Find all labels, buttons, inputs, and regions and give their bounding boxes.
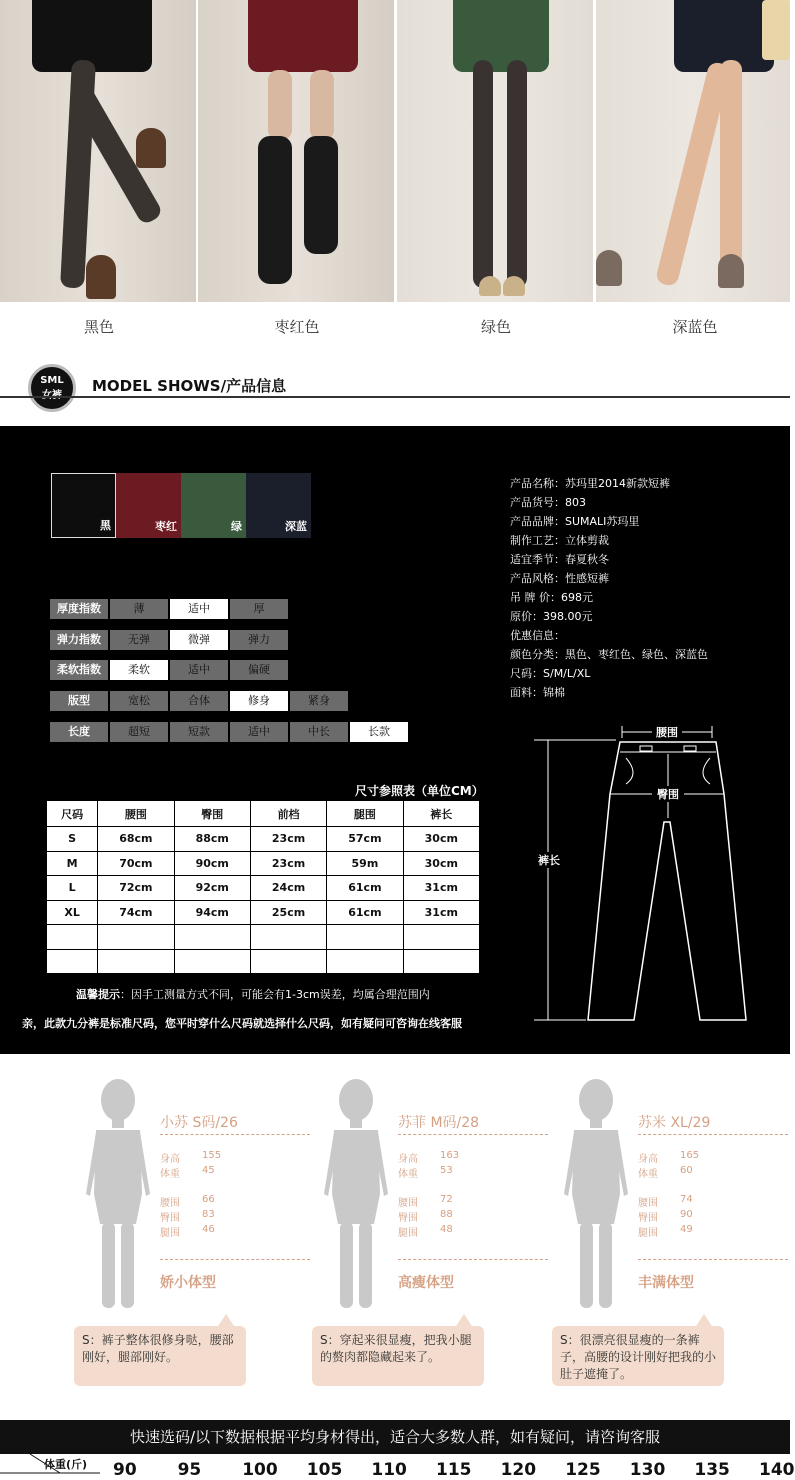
waist-label: 腰围 <box>656 726 678 739</box>
model-stat-value: 74 <box>680 1194 693 1205</box>
body-type-label: 高瘦体型 <box>398 1275 454 1291</box>
weight-value: 120 <box>500 1460 537 1480</box>
model-stat-value: 83 <box>202 1209 215 1220</box>
bubble-tail <box>456 1314 472 1326</box>
model-silhouette-icon <box>320 1074 392 1314</box>
spec-item: 产品品牌：SUMALI苏玛里 <box>510 515 640 528</box>
size-table-cell: M <box>47 851 98 876</box>
model-comment: S：穿起来很显瘦，把我小腿的赘肉都隐藏起来了。 <box>312 1326 484 1386</box>
size-chart-table <box>46 800 480 974</box>
size-table-cell <box>403 925 479 950</box>
attribute-option: 修身 <box>230 691 288 711</box>
model-name: 小苏 S码/26 <box>160 1115 238 1131</box>
model-stat-label: 身高 <box>160 1154 180 1165</box>
spec-item: 尺码：S/M/L/XL <box>510 667 591 680</box>
model-comment: S：裤子整体很修身哒，腰部刚好，腿部刚好。 <box>74 1326 246 1386</box>
attribute-option: 适中 <box>170 660 228 680</box>
size-table-cell: 61cm <box>327 900 403 925</box>
attribute-option: 薄 <box>110 599 168 619</box>
color-label-black: 黑色 <box>83 318 114 336</box>
size-table-caption: 尺寸参照表（单位CM） <box>355 784 484 798</box>
model-stat-label: 腰围 <box>160 1198 180 1209</box>
size-table-cell: 30cm <box>403 827 479 852</box>
size-table-header: 前档 <box>250 801 326 827</box>
model-card <box>70 1070 310 1400</box>
attribute-option: 微弹 <box>170 630 228 650</box>
photo-green-shorts[interactable] <box>397 0 593 302</box>
pants-measurement-diagram <box>530 718 760 1028</box>
size-table-cell: 25cm <box>250 900 326 925</box>
weight-label: 体重(斤) <box>44 1458 88 1471</box>
hip-label: 臀围 <box>657 788 679 801</box>
model-stat-label: 腰围 <box>398 1198 418 1209</box>
model-stat-value: 46 <box>202 1224 215 1235</box>
attribute-label: 长度 <box>50 722 108 742</box>
body-type-label: 丰满体型 <box>638 1275 694 1291</box>
size-table-cell: L <box>47 876 98 901</box>
model-card <box>548 1070 788 1400</box>
attribute-option: 偏硬 <box>230 660 288 680</box>
product-spec-list <box>510 474 770 702</box>
model-name: 苏米 XL/29 <box>638 1115 711 1131</box>
size-table-cell <box>403 949 479 974</box>
weight-value: 100 <box>242 1460 278 1480</box>
dashed-divider <box>638 1134 788 1135</box>
model-stat-value: 66 <box>202 1194 215 1205</box>
size-table-cell <box>174 925 250 950</box>
model-stat-label: 身高 <box>638 1154 658 1165</box>
model-stat-value: 155 <box>202 1150 222 1161</box>
spec-item: 制作工艺：立体剪裁 <box>510 534 609 547</box>
size-table-cell <box>98 949 174 974</box>
swatch-green[interactable]: 绿 <box>181 473 246 538</box>
size-table-cell <box>47 949 98 974</box>
attribute-option: 柔软 <box>110 660 168 680</box>
model-card <box>308 1070 548 1400</box>
model-stat-value: 88 <box>440 1209 453 1220</box>
body-type-label: 娇小体型 <box>160 1275 216 1291</box>
attribute-label: 版型 <box>50 691 108 711</box>
dashed-divider <box>638 1259 788 1260</box>
size-table-cell: 90cm <box>174 851 250 876</box>
color-label-burgundy: 枣红色 <box>274 318 320 336</box>
model-stat-value: 72 <box>440 1194 453 1205</box>
size-table-cell <box>250 949 326 974</box>
product-photo-row <box>0 0 790 302</box>
size-table-cell: 94cm <box>174 900 250 925</box>
spec-item: 颜色分类：黑色、枣红色、绿色、深蓝色 <box>510 648 708 661</box>
spec-item: 适宜季节：春夏秋冬 <box>510 553 609 566</box>
model-stat-value: 53 <box>440 1165 453 1176</box>
swatch-burgundy[interactable]: 枣红 <box>116 473 181 538</box>
bubble-tail <box>696 1314 712 1326</box>
dashed-divider <box>160 1259 310 1260</box>
attribute-option: 中长 <box>290 722 348 742</box>
table-row <box>47 876 480 901</box>
color-label-row <box>0 316 790 340</box>
size-table-cell: 31cm <box>403 900 479 925</box>
model-stat-value: 90 <box>680 1209 693 1220</box>
size-table-cell: 92cm <box>174 876 250 901</box>
swatch-navy[interactable]: 深蓝 <box>246 473 311 538</box>
size-table-cell <box>47 925 98 950</box>
model-stat-label: 臀围 <box>638 1213 658 1224</box>
size-table-cell: 61cm <box>327 876 403 901</box>
size-table-cell <box>98 925 174 950</box>
weight-value: 105 <box>306 1460 343 1480</box>
size-table-cell: 23cm <box>250 827 326 852</box>
model-stat-label: 臀围 <box>160 1213 180 1224</box>
model-stat-label: 体重 <box>160 1169 180 1180</box>
size-advice: 亲，此款九分裤是标准尺码，您平时穿什么尺码就选择什么尺码，如有疑问可咨询在线客服 <box>22 1017 462 1030</box>
spec-item: 产品货号：803 <box>510 496 586 509</box>
size-table-cell: 59m <box>327 851 403 876</box>
model-silhouette-icon <box>560 1074 632 1314</box>
size-table-cell <box>327 925 403 950</box>
size-table-cell <box>174 949 250 974</box>
attribute-option: 无弹 <box>110 630 168 650</box>
attribute-option: 短款 <box>170 722 228 742</box>
model-stat-value: 49 <box>680 1224 693 1235</box>
size-table-header: 裤长 <box>403 801 479 827</box>
model-stat-label: 体重 <box>638 1169 658 1180</box>
dashed-divider <box>398 1134 548 1135</box>
model-stat-label: 体重 <box>398 1169 418 1180</box>
product-info-panel <box>0 426 790 1054</box>
attribute-option: 适中 <box>170 599 228 619</box>
measurement-tip: 温馨提示：因手工测量方式不同，可能会有1-3cm误差，均属合理范围内 <box>76 988 430 1001</box>
length-label: 裤长 <box>538 854 560 867</box>
photo-black-shorts[interactable] <box>0 0 196 302</box>
size-table-cell: 74cm <box>98 900 174 925</box>
weight-value: 125 <box>565 1460 601 1480</box>
dashed-divider <box>160 1134 310 1135</box>
weight-value: 90 <box>113 1460 137 1480</box>
weight-value: 95 <box>177 1460 202 1480</box>
model-silhouette-icon <box>82 1074 154 1314</box>
attribute-label: 弹力指数 <box>50 630 108 650</box>
spec-item: 面料：锦棉 <box>510 686 565 699</box>
attribute-label: 厚度指数 <box>50 599 108 619</box>
section-title: MODEL SHOWS/产品信息 <box>92 377 287 395</box>
model-stat-value: 163 <box>440 1150 460 1161</box>
size-table-cell: 24cm <box>250 876 326 901</box>
attribute-option: 超短 <box>110 722 168 742</box>
model-stat-value: 165 <box>680 1150 700 1161</box>
brand-logo: SML <box>28 364 76 412</box>
size-table-cell: 23cm <box>250 851 326 876</box>
size-table-cell: 88cm <box>174 827 250 852</box>
size-table-header: 腿围 <box>327 801 403 827</box>
attribute-option: 合体 <box>170 691 228 711</box>
model-comment: S：很漂亮很显瘦的一条裤子，高腰的设计刚好把我的小肚子遮掩了。 <box>552 1326 724 1386</box>
model-stat-label: 身高 <box>398 1154 418 1165</box>
attribute-option: 长款 <box>350 722 408 742</box>
bubble-tail <box>218 1314 234 1326</box>
attribute-option: 厚 <box>230 599 288 619</box>
attribute-option: 紧身 <box>290 691 348 711</box>
attribute-option: 宽松 <box>110 691 168 711</box>
table-row <box>47 949 480 974</box>
model-name: 苏菲 M码/28 <box>398 1115 480 1131</box>
weight-row <box>0 1454 795 1480</box>
table-row <box>47 851 480 876</box>
size-table-cell <box>250 925 326 950</box>
model-stat-value: 60 <box>680 1165 693 1176</box>
size-table-cell: S <box>47 827 98 852</box>
spec-item: 优惠信息： <box>510 629 565 642</box>
table-row <box>47 827 480 852</box>
spec-item: 吊 牌 价：698元 <box>510 591 593 604</box>
color-label-green: 绿色 <box>480 318 511 336</box>
size-table-cell <box>327 949 403 974</box>
model-stat-label: 腿围 <box>638 1228 658 1239</box>
table-row <box>47 900 480 925</box>
photo-navy-shorts[interactable] <box>596 0 790 302</box>
attribute-option: 适中 <box>230 722 288 742</box>
weight-value: 135 <box>694 1460 730 1480</box>
model-stat-value: 48 <box>440 1224 453 1235</box>
swatch-black[interactable]: 黑 <box>51 473 116 538</box>
weight-value: 130 <box>629 1460 666 1480</box>
color-label-navy: 深蓝色 <box>672 318 718 336</box>
dashed-divider <box>398 1259 548 1260</box>
size-table-cell: 70cm <box>98 851 174 876</box>
photo-burgundy-shorts[interactable] <box>198 0 394 302</box>
spec-item: 原价：398.00元 <box>510 610 593 623</box>
size-table-header: 腰围 <box>98 801 174 827</box>
model-stat-label: 腿围 <box>160 1228 180 1239</box>
spec-item: 产品名称：苏玛里2014新款短裤 <box>510 477 670 490</box>
size-table-cell: 72cm <box>98 876 174 901</box>
model-stat-label: 腿围 <box>398 1228 418 1239</box>
model-shows-header <box>0 360 790 410</box>
model-stat-value: 45 <box>202 1165 215 1176</box>
size-table-cell: XL <box>47 900 98 925</box>
weight-value: 115 <box>436 1460 472 1480</box>
weight-value: 110 <box>371 1460 407 1480</box>
model-stat-label: 腰围 <box>638 1198 658 1209</box>
quick-size-banner: 快速选码/以下数据根据平均身材得出，适合大多数人群，如有疑问，请咨询客服 <box>0 1420 790 1454</box>
header-divider <box>0 396 790 398</box>
spec-item: 产品风格：性感短裤 <box>510 572 609 585</box>
size-table-cell: 57cm <box>327 827 403 852</box>
size-table-cell: 31cm <box>403 876 479 901</box>
size-table-cell: 30cm <box>403 851 479 876</box>
size-table-cell: 68cm <box>98 827 174 852</box>
table-row <box>47 925 480 950</box>
model-stat-label: 臀围 <box>398 1213 418 1224</box>
size-table-header: 臀围 <box>174 801 250 827</box>
weight-value: 140 <box>759 1460 795 1480</box>
size-table-header: 尺码 <box>47 801 98 827</box>
attribute-label: 柔软指数 <box>50 660 108 680</box>
attribute-option: 弹力 <box>230 630 288 650</box>
